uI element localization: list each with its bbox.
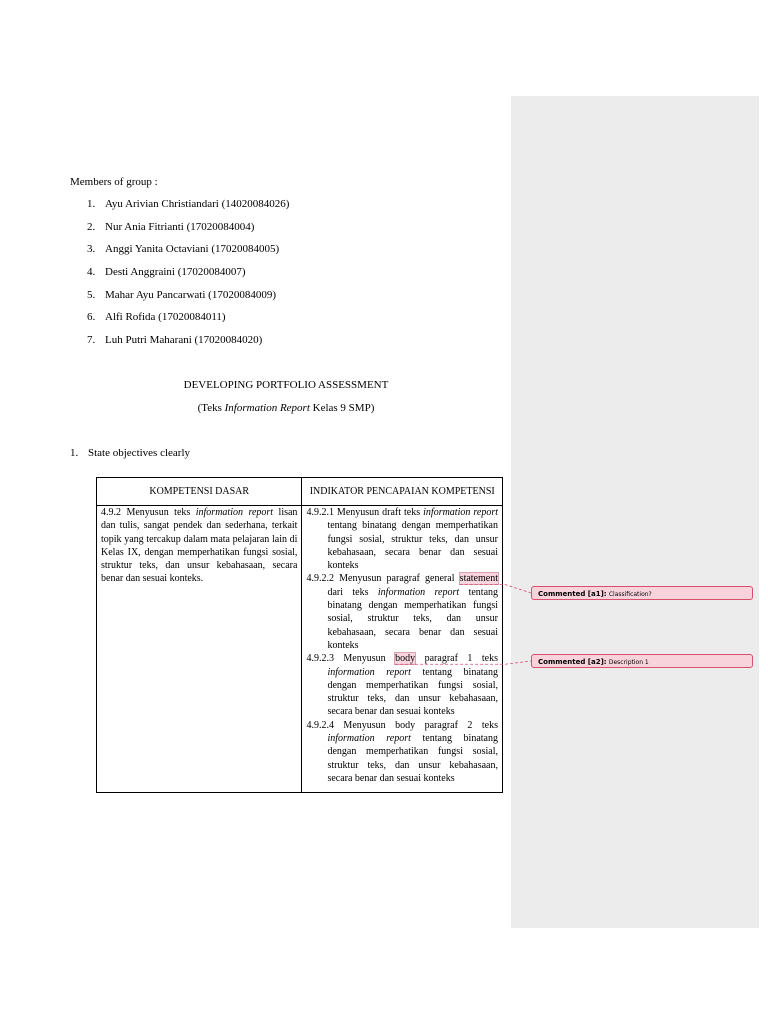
member-name: Alfi Rofida (17020084011)	[105, 311, 226, 324]
subtitle-italic: Information Report	[224, 402, 310, 414]
comment-anchor-a1[interactable]: statement	[459, 573, 498, 585]
indicator-number: 4.9.2.1	[306, 507, 334, 518]
list-number: 2.	[87, 220, 96, 233]
members-title: Members of group :	[70, 176, 158, 188]
indicator-post: tentang binatang dengan memperhatikan fungsi sosial, struktur teks, dan unsur kebahasaan, secara benar dan sesuai konteks	[327, 666, 498, 718]
kd-pre: 4.9.2 Menyusun teks	[101, 507, 196, 518]
indicator-italic: information report	[423, 507, 498, 518]
list-number: 6.	[87, 311, 96, 324]
indicator-pre: Menyusun	[333, 653, 396, 665]
kd-italic: information report	[195, 507, 274, 518]
comment-a2[interactable]	[531, 654, 753, 668]
list-number: 1.	[87, 198, 96, 210]
member-name: Ayu Arivian Christiandari (14020084026)	[105, 198, 290, 210]
indicator-number: 4.9.2.3	[306, 653, 334, 665]
indicator-pre: Menyusun body paragraf 2 teks	[333, 719, 498, 731]
indicator-mid: paragraf 1 teks	[415, 653, 498, 665]
indicator-mid: dari teks	[327, 586, 378, 598]
indicator-italic: information report	[377, 586, 460, 598]
comment-leader-a2	[395, 661, 531, 664]
list-number: 3.	[87, 243, 96, 256]
section-text: State objectives clearly	[88, 447, 191, 459]
indicator-pre: Menyusun draft teks	[333, 507, 424, 518]
header-kompetensi-dasar: KOMPETENSI DASAR	[97, 478, 302, 506]
comment-leader-a1	[460, 584, 531, 593]
member-name: Anggi Yanita Octaviani (17020084005)	[105, 243, 280, 256]
indicator-number: 4.9.2.4	[306, 719, 334, 731]
indicator-post: tentang binatang dengan memperhatikan fungsi sosial, struktur teks, dan unsur kebahasaan, secara benar dan sesuai konteks	[327, 520, 498, 572]
header-indikator: INDIKATOR PENCAPAIAN KOMPETENSI	[302, 478, 503, 506]
document-title: DEVELOPING PORTFOLIO ASSESSMENT	[183, 379, 389, 391]
comment-label: Commented [a2]:	[538, 658, 607, 666]
indicator-italic: information report	[327, 733, 411, 745]
subtitle-pre: (Teks	[197, 402, 225, 414]
list-number: 4.	[87, 266, 96, 279]
indicator-italic: information report	[327, 666, 411, 678]
comment-text: Classification?	[608, 591, 652, 598]
comment-a1[interactable]	[531, 586, 753, 600]
member-name: Nur Ania Fitrianti (17020084004)	[105, 220, 255, 233]
indicator-post: tentang binatang dengan memperhatikan fungsi sosial, struktur teks, dan unsur kebahasaan, secara benar dan sesuai konteks	[327, 733, 498, 784]
subtitle-post: Kelas 9 SMP)	[309, 402, 375, 414]
member-name: Mahar Ayu Pancarwati (17020084009)	[105, 288, 276, 301]
indicator-post: tentang binatang dengan memperhatikan fungsi sosial, struktur teks, dan unsur kebahasaan, secara benar dan sesuai konteks	[327, 586, 499, 651]
comment-text: Description 1	[608, 659, 649, 666]
member-name: Luh Putri Maharani (17020084020)	[105, 334, 263, 347]
indicator-pre: Menyusun paragraf general	[333, 573, 460, 585]
comment-label: Commented [a1]:	[538, 590, 607, 598]
list-number: 7.	[87, 334, 96, 347]
kd-post: lisan dan tulis, sangat pendek dan sederhana, terkait topik yang tercakup dalam mata pelajaran lain di Kelas IX, dengan memperhatikan fungsi sosial, struktur teks, dan unsur kebahasaan, secara benar dan sesuai konteks.	[101, 507, 298, 585]
comment-anchor-a2[interactable]: body	[395, 653, 416, 665]
member-name: Desti Anggraini (17020084007)	[105, 266, 246, 279]
list-number: 5.	[87, 288, 96, 301]
indicator-number: 4.9.2.2	[306, 573, 334, 585]
section-number: 1.	[70, 447, 79, 459]
